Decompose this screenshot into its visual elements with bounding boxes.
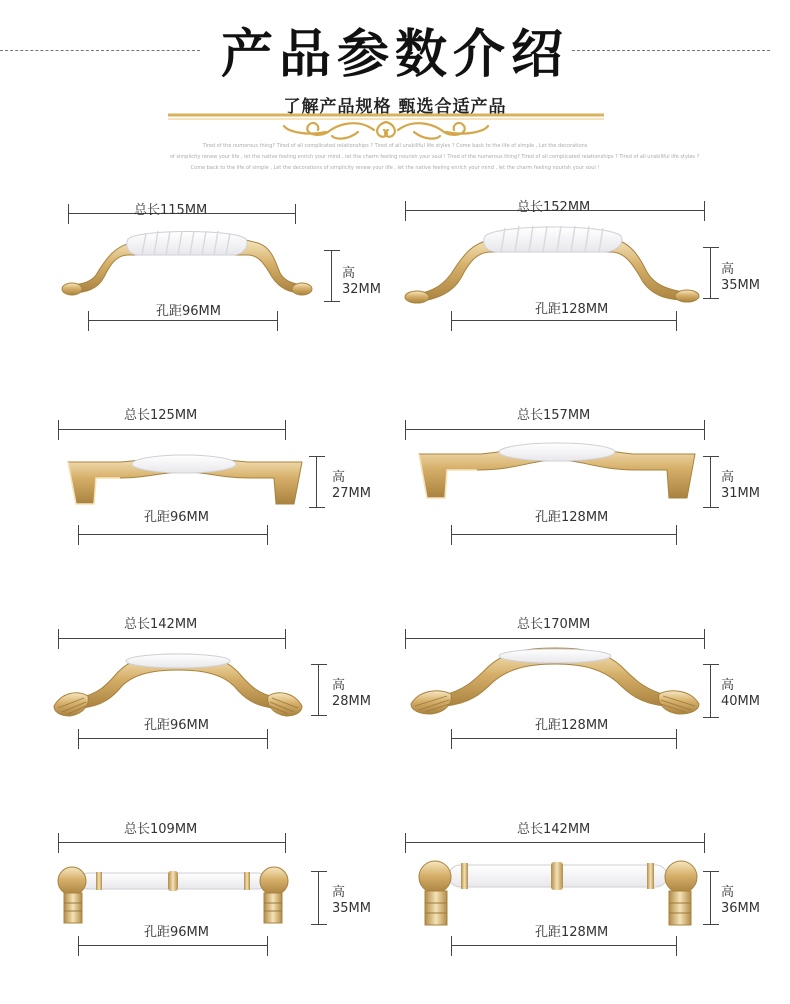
header: [0, 0, 790, 180]
height-line: [710, 247, 711, 299]
height-line: [318, 871, 319, 925]
total-length-line: [405, 638, 705, 639]
fluted-handle-icon: [403, 220, 703, 305]
total-length-line: [58, 429, 286, 430]
hole-distance-line: [88, 320, 278, 321]
height-value: 35MM: [332, 901, 371, 916]
height-label: 高: [332, 885, 346, 900]
total-length-line: [405, 842, 705, 843]
hole-distance-label: 孔距96MM: [156, 304, 221, 319]
total-length-label: 总长142MM: [517, 822, 591, 837]
fine-print-line-1: Tired of the numerous thing? Tired of all complicated relationships ? Tired of all unskillful life styles ? Come back to the life of simple , Let the decorations: [202, 143, 588, 149]
barrel-handle-icon: [413, 857, 703, 929]
height-line: [710, 456, 711, 508]
product-item-8: [395, 815, 760, 975]
height-line: [710, 664, 711, 718]
hole-distance-line: [78, 738, 268, 739]
height-value: 28MM: [332, 694, 371, 709]
hole-distance-label: 孔距128MM: [535, 925, 609, 940]
hole-distance-line: [451, 320, 677, 321]
product-item-2: [395, 190, 760, 350]
product-item-6: [395, 610, 760, 770]
total-length-line: [58, 638, 286, 639]
hole-distance-line: [78, 534, 268, 535]
height-label: 高: [721, 678, 735, 693]
flat-handle-icon: [411, 440, 701, 500]
total-length-line: [58, 842, 286, 843]
height-label: 高: [332, 470, 346, 485]
height-line: [318, 664, 319, 716]
flat-handle-icon: [60, 450, 310, 510]
page-title: 产品参数介绍: [220, 25, 569, 85]
hole-distance-label: 孔距128MM: [535, 302, 609, 317]
height-label: 高: [342, 266, 356, 281]
total-length-label: 总长152MM: [517, 200, 591, 215]
height-value: 32MM: [342, 282, 381, 297]
hole-distance-line: [78, 945, 268, 946]
total-length-label: 总长109MM: [124, 822, 198, 837]
fine-print-line-3: Come back to the life of simple , Let the decorations of simplicity renew your life , let the native feeling enrich your mind , let the charm feeling nourish your soul !: [190, 165, 600, 171]
barrel-handle-icon: [50, 865, 296, 927]
height-line: [316, 456, 317, 508]
hole-distance-line: [451, 534, 677, 535]
product-item-3: [40, 400, 400, 560]
total-length-label: 总长170MM: [517, 617, 591, 632]
product-item-7: [40, 815, 400, 975]
total-length-label: 总长157MM: [517, 408, 591, 423]
height-value: 27MM: [332, 486, 371, 501]
height-label: 高: [721, 885, 735, 900]
product-item-1: [40, 190, 400, 350]
shell-handle-icon: [407, 646, 703, 718]
height-value: 40MM: [721, 694, 760, 709]
hole-distance-label: 孔距96MM: [144, 718, 209, 733]
height-label: 高: [721, 262, 735, 277]
hole-distance-label: 孔距128MM: [535, 510, 609, 525]
product-item-5: [40, 610, 400, 770]
hole-distance-label: 孔距96MM: [144, 510, 209, 525]
total-length-label: 总长125MM: [124, 408, 198, 423]
total-length-label: 总长115MM: [134, 203, 208, 218]
page-subtitle: 了解产品规格 甄选合适产品: [283, 97, 507, 117]
height-line: [710, 871, 711, 925]
total-length-label: 总长142MM: [124, 617, 198, 632]
hole-distance-label: 孔距96MM: [144, 925, 209, 940]
hole-distance-line: [451, 738, 677, 739]
hole-distance-label: 孔距128MM: [535, 718, 609, 733]
height-value: 35MM: [721, 278, 760, 293]
fine-print-line-2: of simplicity renew your life , let the native feeling enrich your mind , let the charm feeling nourish your soul ! Tired of the numerous thing? Tired of all complicated relationships ? Tired of all unskillful life styles ?: [170, 154, 700, 160]
height-label: 高: [332, 678, 346, 693]
fluted-handle-icon: [58, 225, 318, 305]
height-line: [331, 250, 332, 302]
product-item-4: [395, 400, 760, 560]
height-value: 31MM: [721, 486, 760, 501]
height-label: 高: [721, 470, 735, 485]
shell-handle-icon: [48, 650, 308, 720]
hole-distance-line: [451, 945, 677, 946]
height-value: 36MM: [721, 901, 760, 916]
gold-ornament-icon: [168, 112, 604, 142]
total-length-line: [405, 429, 705, 430]
